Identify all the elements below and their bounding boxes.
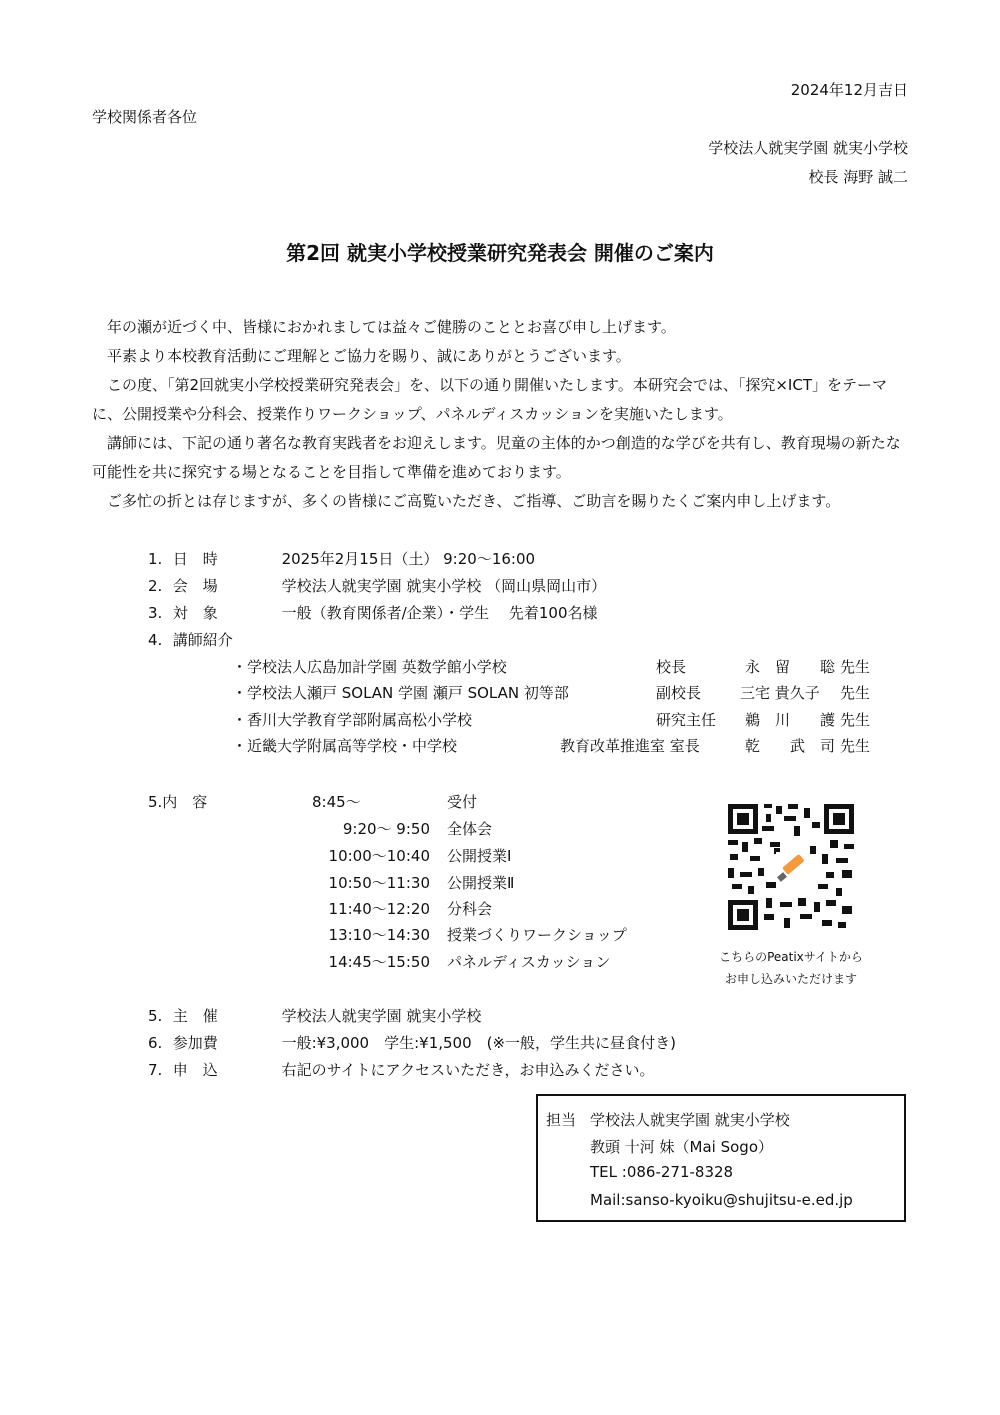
detail-label: 日 時 — [172, 550, 218, 568]
detail-fee — [148, 1032, 676, 1053]
document-date: 2024年12月吉日 — [790, 81, 908, 99]
detail-number: 3. — [148, 604, 163, 622]
qr-caption: お申し込みいただけます — [724, 972, 857, 986]
program-time: 10:00～10:40 — [328, 847, 430, 865]
lecturer-role: 研究主任 — [656, 711, 717, 729]
lecturer-org: ・近畿大学附属高等学校・中学校 — [232, 737, 458, 755]
program-time: 8:45～ — [312, 793, 361, 811]
detail-lecturers — [148, 629, 233, 650]
detail-apply — [148, 1059, 654, 1080]
lecturer-org: ・学校法人広島加計学園 英数学館小学校 — [232, 658, 507, 676]
detail-number: 5. — [148, 1007, 163, 1025]
program-title: 公開授業Ⅰ — [447, 847, 512, 865]
program-title: パネルディスカッション — [447, 953, 611, 971]
program-time: 13:10～14:30 — [328, 926, 430, 944]
contact-school: 学校法人就実学園 就実小学校 — [590, 1111, 790, 1129]
detail-value: 一般（教育関係者/企業）・学生 先着100名様 — [281, 604, 598, 622]
sender-school: 学校法人就実学園 就実小学校 — [708, 139, 908, 157]
sender-principal: 校長 海野 誠二 — [808, 168, 908, 186]
lecturer-role: 教育改革推進室 室長 — [560, 737, 700, 755]
program-time: 9:20～ 9:50 — [342, 820, 430, 838]
program-time: 11:40～12:20 — [328, 900, 430, 918]
program-title: 授業づくりワークショップ — [447, 926, 627, 944]
lecturer-name: 三宅 貴久子 — [740, 684, 820, 702]
program-title: 受付 — [447, 793, 478, 811]
detail-number: 1. — [148, 550, 163, 568]
detail-venue — [148, 575, 606, 596]
lecturer-suffix: 先生 — [840, 711, 871, 729]
program-title: 公開授業Ⅱ — [447, 874, 515, 892]
body-text — [92, 313, 912, 516]
detail-label: 対 象 — [172, 604, 218, 622]
lecturer-suffix: 先生 — [840, 658, 871, 676]
detail-value: 右記のサイトにアクセスいただき，お申込みください。 — [281, 1061, 655, 1079]
contact-person: 教頭 十河 妹（Mai Sogo） — [590, 1138, 774, 1156]
detail-value: 学校法人就実学園 就実小学校 — [281, 1007, 482, 1025]
program-label: 5.内 容 — [148, 793, 208, 811]
body-paragraph: この度、「第2回就実小学校授業研究発表会」を、以下の通り開催いたします。本研究会では、「探究×ICT」をテーマに、公開授業や分科会、授業作りワークショップ、パネルディスカッションを実施いたします。 — [92, 376, 887, 423]
detail-value: 一般:¥3,000 学生:¥1,500 (※一般，学生共に昼食付き) — [281, 1034, 676, 1052]
detail-value: 学校法人就実学園 就実小学校 （岡山県岡山市） — [281, 577, 607, 595]
lecturer-org: ・学校法人瀬戸 SOLAN 学園 瀬戸 SOLAN 初等部 — [232, 684, 569, 702]
program-time: 10:50～11:30 — [328, 874, 430, 892]
lecturer-org: ・香川大学教育学部附属高松小学校 — [232, 711, 473, 729]
body-paragraph: 講師には、下記の通り著名な教育実践者をお迎えします。児童の主体的かつ創造的な学びを共有し、教育現場の新たな可能性を共に探究する場となることを目指して準備を進めております。 — [92, 434, 901, 481]
body-paragraph: 平素より本校教育活動にご理解とご協力を賜り、誠にありがとうございます。 — [107, 347, 631, 365]
body-paragraph: ご多忙の折とは存じますが、多くの皆様にご高覧いただき、ご指導、ご助言を賜りたくご案内申し上げます。 — [107, 492, 841, 510]
lecturer-name: 鵜 川 護 — [745, 711, 836, 729]
detail-number: 2. — [148, 577, 163, 595]
detail-target — [148, 602, 598, 623]
contact-mail[interactable]: Mail:sanso-kyoiku@shujitsu-e.ed.jp — [590, 1191, 853, 1209]
detail-value: 2025年2月15日（土） 9:20～16:00 — [281, 550, 536, 568]
detail-label: 主 催 — [172, 1007, 218, 1025]
qr-caption: こちらのPeatixサイトから — [719, 950, 863, 964]
detail-date — [148, 548, 535, 569]
body-paragraph: 年の瀬が近づく中、皆様におかれましては益々ご健勝のこととお喜び申し上げます。 — [107, 318, 676, 336]
detail-label: 会 場 — [172, 577, 218, 595]
lecturer-role: 副校長 — [656, 684, 702, 702]
contact-label: 担当 — [546, 1111, 577, 1129]
detail-label: 申 込 — [172, 1061, 218, 1079]
program-title: 分科会 — [447, 900, 493, 918]
lecturer-role: 校長 — [656, 658, 687, 676]
page-title: 第2回 就実小学校授業研究発表会 開催のご案内 — [286, 241, 714, 265]
recipient: 学校関係者各位 — [92, 108, 198, 126]
lecturer-name: 乾 武 司 — [745, 737, 836, 755]
qr-code[interactable] — [726, 802, 856, 932]
lecturer-name: 永 留 聡 — [745, 658, 836, 676]
lecturer-suffix: 先生 — [840, 737, 871, 755]
detail-number: 6. — [148, 1034, 163, 1052]
program-time: 14:45～15:50 — [328, 953, 430, 971]
contact-tel: TEL :086-271-8328 — [590, 1163, 734, 1181]
program-title: 全体会 — [447, 820, 493, 838]
detail-label: 講師紹介 — [172, 631, 233, 649]
detail-label: 参加費 — [172, 1034, 218, 1052]
detail-number: 4. — [148, 631, 163, 649]
detail-host — [148, 1005, 481, 1026]
lecturer-suffix: 先生 — [840, 684, 871, 702]
detail-number: 7. — [148, 1061, 163, 1079]
contact-box — [536, 1094, 906, 1222]
